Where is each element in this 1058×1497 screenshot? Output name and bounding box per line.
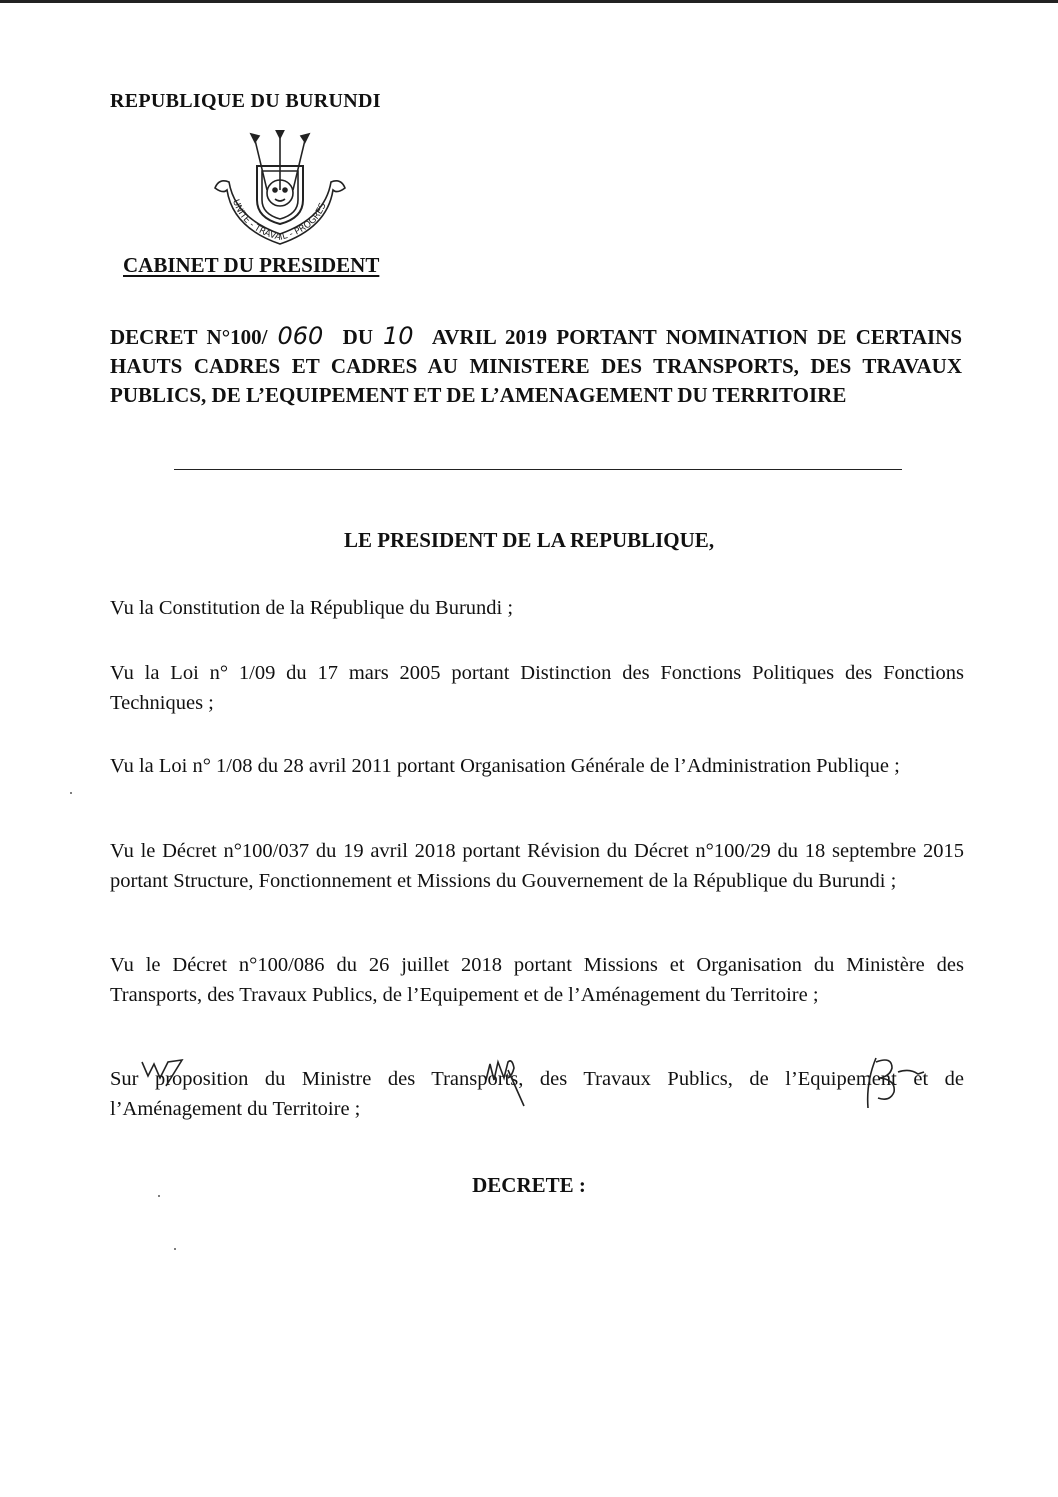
svg-text:UNITE - TRAVAIL - PROGRES: UNITE - TRAVAIL - PROGRES [230, 198, 329, 244]
consideration-paragraph: Vu le Décret n°100/037 du 19 avril 2018 portant Révision du Décret n°100/29 du 18 septembre 2015 portant Structure, Fonctionnement et Missions du Gouvernement de la République du Burundi ; [110, 840, 964, 892]
initials-mark-right [862, 1052, 932, 1112]
scan-speck [174, 1248, 176, 1250]
consideration-paragraph: Vu la Loi n° 1/08 du 28 avril 2011 portant Organisation Générale de l’Administration Publique ; [110, 755, 900, 777]
decrete-heading: DECRETE : [472, 1173, 586, 1197]
coat-of-arms-emblem [205, 130, 355, 250]
consideration-paragraph: Vu la Loi n° 1/09 du 17 mars 2005 portant Distinction des Fonctions Politiques des Fonctions Techniques ; [110, 662, 964, 714]
president-heading: LE PRESIDENT DE LA REPUBLIQUE, [343, 528, 715, 552]
decree-day-handwritten: 10 [383, 322, 414, 350]
country-heading: REPUBLIQUE DU BURUNDI [110, 90, 381, 112]
decree-number-handwritten: 060 [277, 322, 324, 350]
consideration-paragraph: Vu la Constitution de la République du Burundi ; [110, 597, 514, 619]
decree-title-prefix: DECRET N°100/ [110, 325, 268, 349]
initials-mark-center [478, 1050, 528, 1110]
consideration-paragraph: Vu le Décret n°100/086 du 26 juillet 2018 portant Missions et Organisation du Ministère des Transports, des Travaux Publics, de l’Equipement et de l’Aménagement du Territoire ; [110, 954, 964, 1006]
decree-title-du: DU [342, 325, 374, 349]
scan-speck [158, 1195, 160, 1197]
consideration-paragraph: Sur proposition du Ministre des Transports, des Travaux Publics, de l’Equipement et de l’Aménagement du Territoire ; [110, 1068, 964, 1120]
scan-speck [70, 792, 72, 794]
title-divider [174, 469, 902, 470]
cabinet-heading: CABINET DU PRESIDENT [123, 253, 380, 277]
decree-title-rest: AVRIL 2019 PORTANT NOMINATION DE CERTAINS HAUTS CADRES ET CADRES AU MINISTERE DES TRANSPORTS, DES TRAVAUX PUBLICS, DE L’EQUIPEMENT ET DE L’AMENAGEMENT DU TERRITOIRE [110, 325, 962, 407]
initials-mark-left [138, 1052, 188, 1092]
scan-top-edge [0, 0, 1058, 3]
decree-title [110, 322, 962, 410]
